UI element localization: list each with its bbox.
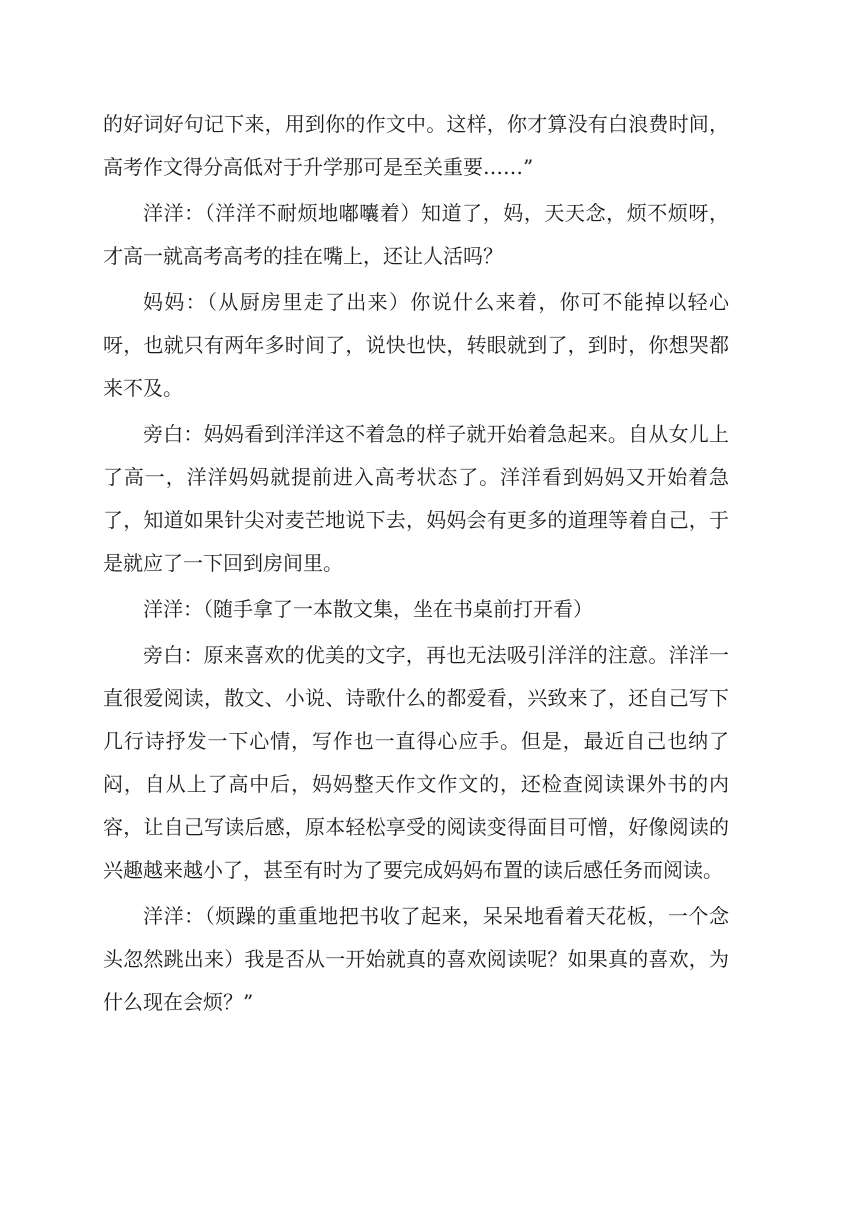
paragraph-mother-speech: 妈妈：（从厨房里走了出来）你说什么来着，你可不能掉以轻心呀，也就只有两年多时间了，说快也快，转眼就到了，到时，你想哭都来不及。 [103,290,729,400]
paragraph-yangyang-thought: 洋洋：（烦躁的重重地把书收了起来，呆呆地看着天花板，一个念头忽然跳出来）我是否从一开始就真的喜欢阅读呢？如果真的喜欢，为什么现在会烦？” [103,904,729,1014]
document-page [103,103,729,1027]
paragraph-narration-2: 旁白：原来喜欢的优美的文字，再也无法吸引洋洋的注意。洋洋一直很爱阅读，散文、小说、诗歌什么的都爱看，兴致来了，还自己写下几行诗抒发一下心情，写作也一直得心应手。但是，最近自己也纳了闷，自从上了高中后，妈妈整天作文作文的，还检查阅读课外书的内容，让自己写读后感，原本轻松享受的阅读变得面目可憎，好像阅读的兴趣越来越小了，甚至有时为了要完成妈妈布置的读后感任务而阅读。 [103,643,729,882]
paragraph-continued: 的好词好句记下来，用到你的作文中。这样，你才算没有白浪费时间，高考作文得分高低对于升学那可是至关重要……” [103,112,729,179]
paragraph-narration-1: 旁白：妈妈看到洋洋这不着急的样子就开始着急起来。自从女儿上了高一，洋洋妈妈就提前进入高考状态了。洋洋看到妈妈又开始着急了，知道如果针尖对麦芒地说下去，妈妈会有更多的道理等着自己，于是就应了一下回到房间里。 [103,422,729,575]
paragraph-yangyang-action: 洋洋：（随手拿了一本散文集，坐在书桌前打开看） [143,597,593,621]
paragraph-yangyang-reply: 洋洋：（洋洋不耐烦地嘟囔着）知道了，妈，天天念，烦不烦呀，才高一就高考高考的挂在嘴上，还让人活吗？ [103,201,729,268]
